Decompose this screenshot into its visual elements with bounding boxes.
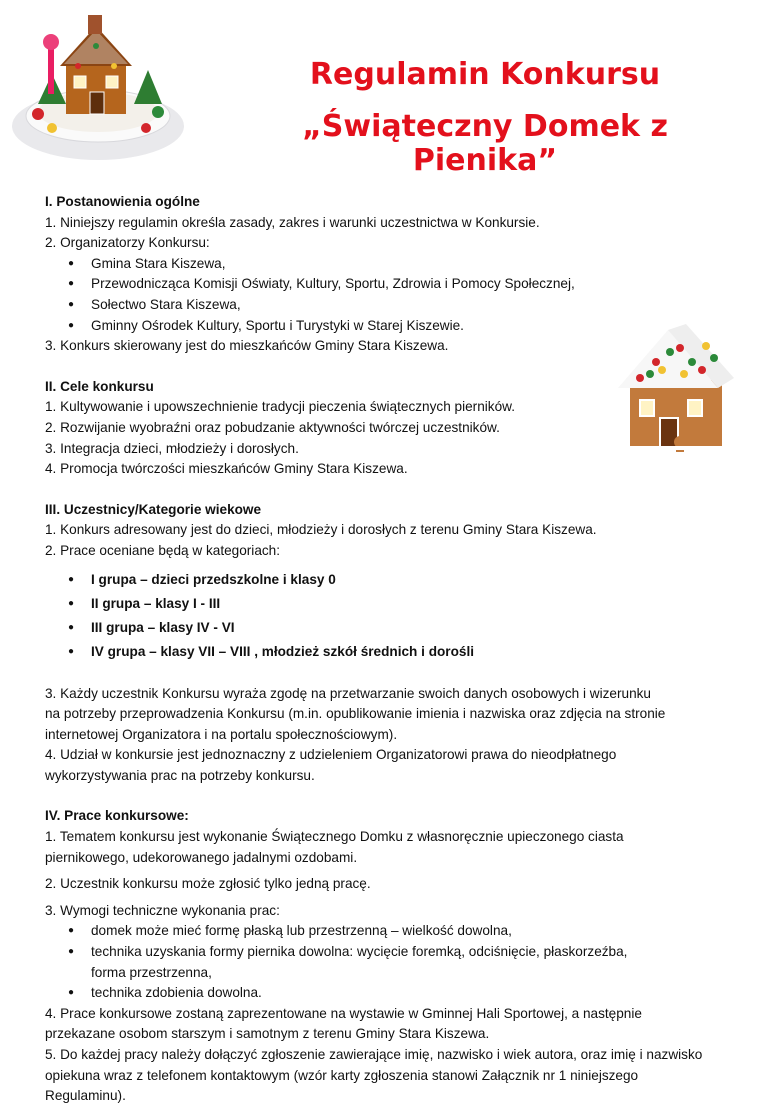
list-item: ● technika zdobienia dowolna. [45,983,745,1004]
list-item: ● Gmina Stara Kiszewa, [45,254,745,275]
paragraph: 3. Konkurs skierowany jest do mieszkańców Gminy Stara Kiszewa. [45,338,449,354]
paragraph: 4. Udział w konkursie jest jednoznaczny z udzieleniem Organizatorowi prawa do nieodpłatnego [45,747,617,763]
list-item: ● Sołectwo Stara Kiszewa, [45,295,745,316]
paragraph: 3. Integracja dzieci, młodzieży i dorosłych. [45,440,299,456]
organizers-list [45,254,745,336]
paragraph: 3. Każdy uczestnik Konkursu wyraża zgodę na przetwarzanie swoich danych osobowych i wizerunku [45,685,651,701]
paragraph: 5. Do każdej pracy należy dołączyć zgłoszenie zawierające imię, nazwisko i wiek autora, oraz imię i nazwisko [45,1047,703,1062]
paragraph: na potrzeby przeprowadzenia Konkursu (m.in. opublikowanie imienia i nazwiska oraz zdjęcia na stronie [45,706,666,722]
list-item-continuation: forma przestrzenna, [91,964,212,980]
list-item: ● IV grupa – klasy VII – VIII , młodzież szkół średnich i dorośli [45,640,745,664]
gingerbread-house-image-top [8,4,186,164]
paragraph: 2. Rozwijanie wyobraźni oraz pobudzanie aktywności twórczej uczestników. [45,419,500,435]
categories-list [45,568,745,664]
list-item: ● I grupa – dzieci przedszkolne i klasy 0 [45,568,745,592]
page-title-line1: Regulamin Konkursu [309,57,661,92]
section-heading-4: IV. Prace konkursowe: [45,808,189,824]
paragraph: 2. Organizatorzy Konkursu: [45,235,210,251]
section-heading-1: I. Postanowienia ogólne [45,194,200,209]
paragraph: wykorzystywania prac na potrzeby konkursu. [45,767,315,783]
regulations-content [45,192,745,1107]
paragraph: 2. Prace oceniane będą w kategoriach: [45,542,281,558]
paragraph: 1. Niniejszy regulamin określa zasady, zakres i warunki uczestnictwa w Konkursie. [45,214,540,230]
page-title-line2: „Świąteczny Domek z Pienika” [302,109,668,178]
paragraph: 4. Prace konkursowe zostaną zaprezentowane na wystawie w Gminnej Hali Sportowej, a następnie [45,1005,642,1021]
paragraph: internetowej Organizatora i na portalu społecznościowym). [45,726,398,742]
section-heading-2: II. Cele konkursu [45,378,154,394]
list-item [45,942,745,983]
paragraph: 3. Wymogi techniczne wykonania prac: [45,902,280,918]
list-item: ● domek może mieć formę płaską lub przestrzenną – wielkość dowolna, [45,921,745,942]
paragraph: przekazane osobom starszym i samotnym z terenu Gminy Stara Kiszewa. [45,1026,490,1042]
paragraph: Regulaminu). [45,1088,126,1104]
paragraph: piernikowego, udekorowanego jadalnymi ozdobami. [45,849,358,865]
list-item: ● Przewodnicząca Komisji Oświaty, Kultury, Sportu, Zdrowia i Pomocy Społecznej, [45,274,745,295]
list-item: ● Gminny Ośrodek Kultury, Sportu i Turystyki w Starej Kiszewie. [45,316,745,337]
paragraph: 1. Kultywowanie i upowszechnienie tradycji pieczenia świątecznych pierników. [45,399,515,415]
paragraph: opiekuna wraz z telefonem kontaktowym (wzór karty zgłoszenia stanowi Załącznik nr 1 niniejszego [45,1067,639,1083]
technical-requirements-list [45,921,745,1003]
section-heading-3: III. Uczestnicy/Kategorie wiekowe [45,501,262,517]
paragraph: 1. Konkurs adresowany jest do dzieci, młodzieży i dorosłych z terenu Gminy Stara Kiszewa. [45,522,597,538]
list-item-text: technika uzyskania formy piernika dowolna: wycięcie foremką, odciśnięcie, płaskorzeźba, [91,944,628,960]
paragraph: 4. Promocja twórczości mieszkańców Gminy Stara Kiszewa. [45,461,408,477]
paragraph: 1. Tematem konkursu jest wykonanie Świątecznego Domku z własnoręcznie upieczonego ciasta [45,829,624,845]
list-item: ● III grupa – klasy IV - VI [45,616,745,640]
list-item: ● II grupa – klasy I - III [45,592,745,616]
paragraph: 2. Uczestnik konkursu może zgłosić tylko jedną pracę. [45,876,371,892]
